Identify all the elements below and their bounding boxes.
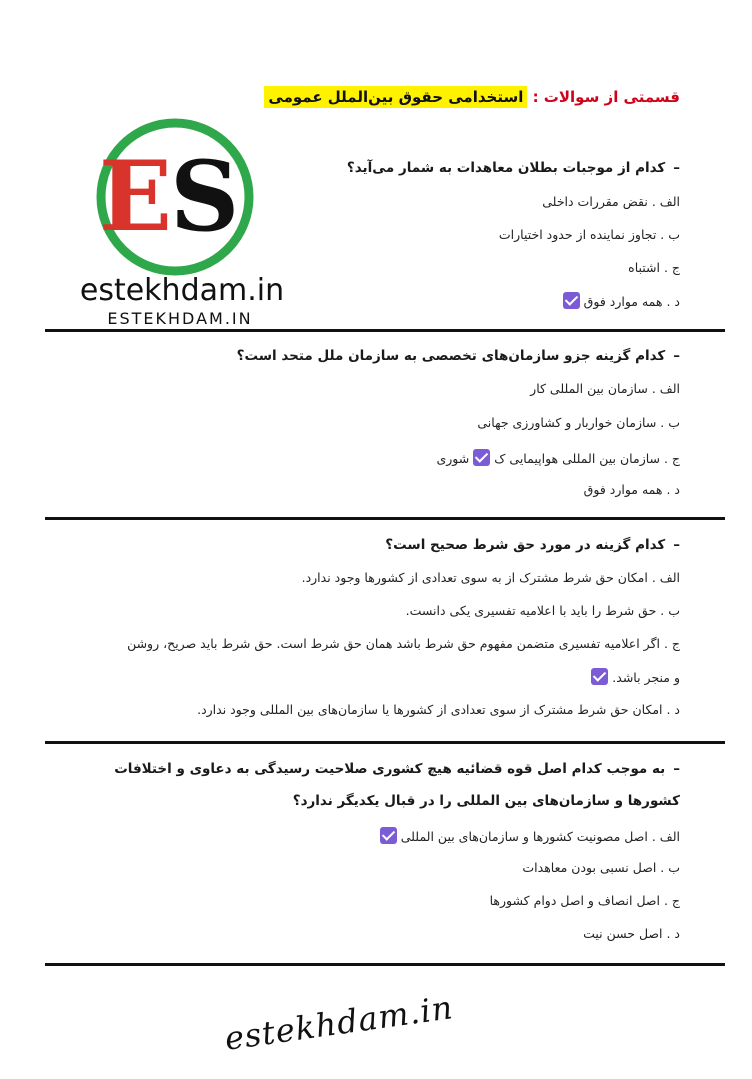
q2-option-c: ج . سازمان بین المللی هواپیمایی کشوری bbox=[436, 451, 680, 466]
q3-option-a: الف . امکان حق شرط مشترک از به سوی تعدادی از کشورها وجود ندارد. bbox=[301, 570, 680, 585]
question-4-cont: کشورها و سازمان‌های بین المللی را در قبال یکدیگر ندارد؟ bbox=[292, 793, 680, 809]
q1-option-d: د . همه موارد فوق bbox=[559, 292, 680, 309]
q3-option-b: ب . حق شرط را باید با اعلامیه تفسیری یکی دانست. bbox=[405, 603, 680, 618]
header-prefix: قسمتی از سوالات : bbox=[532, 88, 680, 106]
page-header bbox=[264, 88, 680, 106]
q2-option-a: الف . سازمان بین المللی کار bbox=[530, 381, 680, 396]
divider bbox=[45, 517, 725, 520]
divider bbox=[45, 329, 725, 332]
logo-letter-s: S bbox=[170, 140, 240, 253]
question-1: –کدام از موجبات بطلان معاهدات به شمار می‌آید؟ bbox=[346, 160, 680, 176]
q3-option-d: د . امکان حق شرط مشترک از سوی تعدادی از کشورها یا سازمان‌های بین المللی وجود ندارد. bbox=[197, 702, 680, 717]
correct-check-icon bbox=[473, 449, 490, 466]
logo-domain: estekhdam.in bbox=[79, 273, 285, 308]
q2-option-d: د . همه موارد فوق bbox=[583, 482, 680, 497]
question-4: –به موجب کدام اصل قوه قضائیه هیچ کشوری صلاحیت رسیدگی به دعاوی و اختلافات bbox=[114, 761, 680, 777]
question-2: –کدام گزینه جزو سازمان‌های تخصصی به سازمان ملل متحد است؟ bbox=[236, 348, 680, 364]
estekhdam-logo bbox=[62, 112, 302, 332]
correct-check-icon bbox=[563, 292, 580, 309]
q3-option-c-cont: و منجر باشد. bbox=[587, 668, 680, 685]
q2-option-b: ب . سازمان خواربار و کشاورزی جهانی bbox=[477, 415, 680, 430]
correct-check-icon bbox=[380, 827, 397, 844]
q4-option-d: د . اصل حسن نیت bbox=[583, 926, 680, 941]
q4-option-c: ج . اصل انصاف و اصل دوام کشورها bbox=[489, 893, 680, 908]
q1-option-b: ب . تجاوز نماینده از حدود اختیارات bbox=[498, 227, 680, 242]
correct-check-icon bbox=[591, 668, 608, 685]
q4-option-b: ب . اصل نسبی بودن معاهدات bbox=[522, 860, 680, 875]
logo-letter-e: E bbox=[98, 140, 172, 253]
logo-domain-caps: ESTEKHDAM.IN bbox=[107, 309, 253, 328]
watermark: estekhdam.in bbox=[222, 988, 456, 1058]
divider bbox=[45, 963, 725, 966]
question-3: –کدام گزینه در مورد حق شرط صحیح است؟ bbox=[385, 537, 680, 553]
q1-option-c: ج . اشتباه bbox=[628, 260, 680, 275]
header-highlight: استخدامی حقوق بین‌الملل عمومی bbox=[264, 86, 527, 108]
q4-option-a: الف . اصل مصونیت کشورها و سازمان‌های بین المللی bbox=[376, 827, 680, 844]
q3-option-c: ج . اگر اعلامیه تفسیری متضمن مفهوم حق شرط باشد همان حق شرط است. حق شرط باید صریح، روشن bbox=[127, 636, 680, 651]
q1-option-a: الف . نقض مقررات داخلی bbox=[542, 194, 680, 209]
divider bbox=[45, 741, 725, 744]
